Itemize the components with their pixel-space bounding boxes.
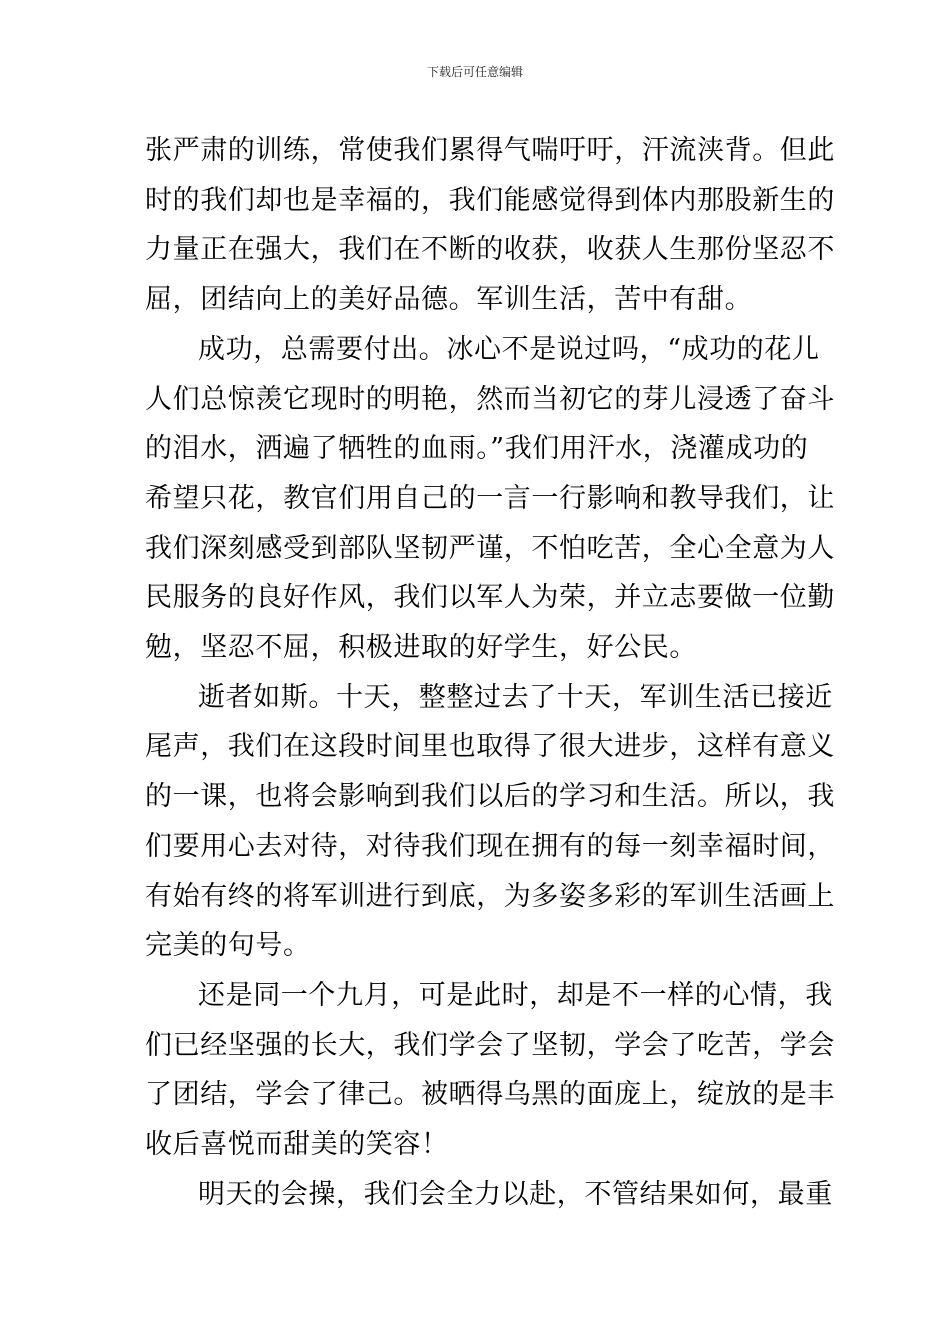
text-line: 人们总惊羡它现时的明艳，然而当初它的芽儿浸透了奋斗 xyxy=(145,384,835,415)
text-line: 时的我们却也是幸福的，我们能感觉得到体内那股新生的 xyxy=(145,185,835,216)
text-line: 屈，团结向上的美好品德。军训生活，苦中有甜。 xyxy=(145,284,753,315)
page-header: 下载后可任意编辑 xyxy=(426,65,523,79)
text-line: 们已经坚强的长大，我们学会了坚韧，学会了吃苦，学会 xyxy=(145,1030,835,1061)
text-line: 了团结，学会了律己。被晒得乌黑的面庞上，绽放的是丰 xyxy=(145,1079,835,1110)
text-line: 有始有终的将军训进行到底，为多姿多彩的军训生活画上 xyxy=(145,881,835,912)
text-line: 勉，坚忍不屈，积极进取的好学生，好公民。 xyxy=(145,632,697,663)
text-line: 完美的句号。 xyxy=(145,930,311,961)
text-line: 还是同一个九月，可是此时，却是不一样的心情，我 xyxy=(198,980,833,1011)
text-line: 民服务的良好作风，我们以军人为荣，并立志要做一位勤 xyxy=(145,582,835,613)
text-line: 希望只花，教官们用自己的一言一行影响和教导我们，让 xyxy=(145,483,835,514)
text-line: 我们深刻感受到部队坚韧严谨，不怕吃苦，全心全意为人 xyxy=(145,533,835,564)
text-line: 明天的会操，我们会全力以赴，不管结果如何，最重 xyxy=(198,1179,833,1210)
text-line: 成功，总需要付出。冰心不是说过吗，“成功的花儿 xyxy=(198,334,820,365)
text-line: 们要用心去对待，对待我们现在拥有的每一刻幸福时间， xyxy=(145,831,835,862)
text-line: 张严肃的训练，常使我们累得气喘吁吁，汗流浃背。但此 xyxy=(145,135,835,166)
text-line: 力量正在强大，我们在不断的收获，收获人生那份坚忍不 xyxy=(145,234,835,265)
text-line: 逝者如斯。十天，整整过去了十天，军训生活已接近 xyxy=(198,682,833,713)
text-line: 的泪水，洒遍了牺牲的血雨。”我们用汗水，浇灌成功的 xyxy=(145,433,809,464)
text-line: 收后喜悦而甜美的笑容！ xyxy=(145,1129,449,1160)
text-line: 的一课，也将会影响到我们以后的学习和生活。所以，我 xyxy=(145,781,835,812)
text-line: 尾声，我们在这段时间里也取得了很大进步，这样有意义 xyxy=(145,731,835,762)
